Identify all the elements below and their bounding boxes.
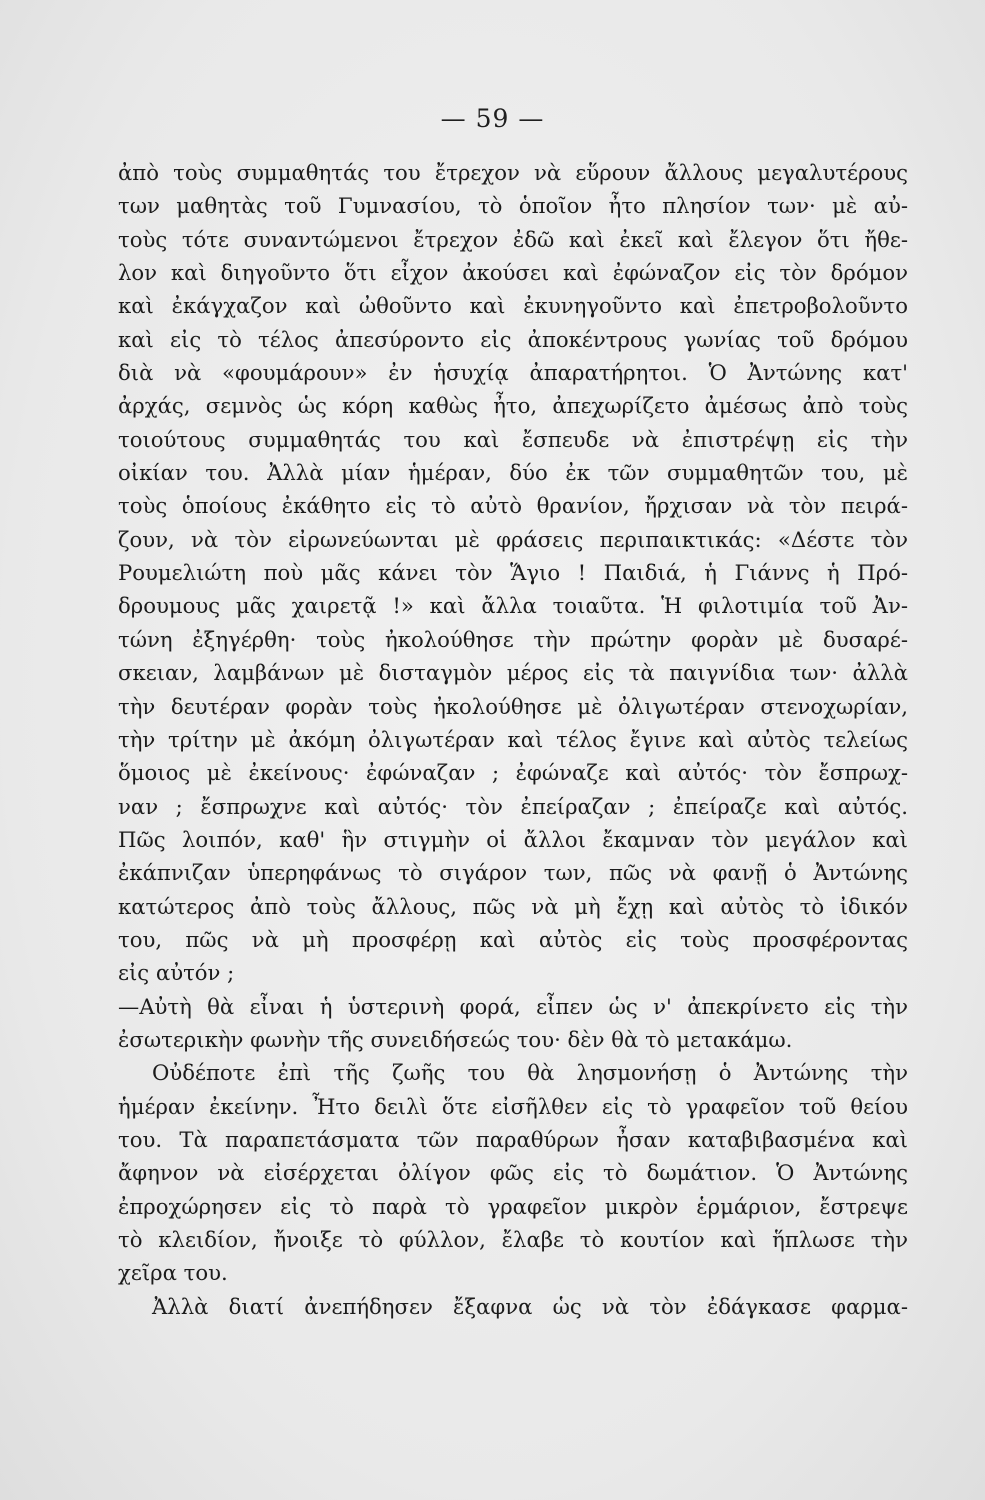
page-number: — 59 — <box>440 104 545 133</box>
text-line: κατώτερος ἀπὸ τοὺς ἄλλους, πῶς νὰ μὴ ἔχῃ καὶ αὐτὸς τὸ ἰδικόν <box>118 893 908 919</box>
text-line: ναν ; ἔσπρωχνε καὶ αὐτός· τὸν ἐπείραζαν ; ἐπείραζε καὶ αὐτός. <box>118 793 908 819</box>
text-line: τοὺς τότε συναντώμενοι ἔτρεχον ἐδῶ καὶ ἐκεῖ καὶ ἔλεγον ὅτι ἤθε- <box>118 226 908 252</box>
text-line: τώνη ἐξηγέρθη· τοὺς ἠκολούθησε τὴν πρώτην φορὰν μὲ δυσαρέ- <box>118 626 908 652</box>
text-line: —Αὐτὴ θὰ εἶναι ἡ ὑστερινὴ φορά, εἶπεν ὡς ν' ἀπεκρίνετο εἰς τὴν <box>118 993 908 1019</box>
text-line: τοὺς ὁποίους ἐκάθητο εἰς τὸ αὐτὸ θρανίον, ἤρχισαν νὰ τὸν πειρά- <box>118 493 908 519</box>
text-line: σκειαν, λαμβάνων μὲ δισταγμὸν μέρος εἰς τὰ παιγνίδια των· ἀλλὰ <box>118 660 908 686</box>
text-line: εἰς αὐτόν ; <box>118 960 235 986</box>
text-line: του. Τὰ παραπετάσματα τῶν παραθύρων ἦσαν καταβιβασμένα καὶ <box>118 1126 908 1152</box>
text-line: Οὐδέποτε ἐπὶ τῆς ζωῆς του θὰ λησμονήσῃ ὁ Ἀντώνης τὴν <box>152 1060 908 1086</box>
text-line: ἀπὸ τοὺς συμμαθητάς του ἔτρεχον νὰ εὕρουν ἄλλους μεγαλυτέρους <box>118 160 908 185</box>
text-line: οἰκίαν του. Ἀλλὰ μίαν ἡμέραν, δύο ἐκ τῶν συμμαθητῶν του, μὲ <box>118 460 908 486</box>
text-line: χεῖρα του. <box>118 1260 228 1286</box>
text-line: Ρουμελιώτη ποὺ μᾶς κάνει τὸν Ἅγιο ! Παιδιά, ἡ Γιάννς ἡ Πρό- <box>118 560 908 586</box>
text-line: καὶ εἰς τὸ τέλος ἀπεσύροντο εἰς ἀποκέντρους γωνίας τοῦ δρόμου <box>118 326 908 352</box>
text-line: τὴν τρίτην μὲ ἀκόμη ὀλιγωτέραν καὶ τέλος ἔγινε καὶ αὐτὸς τελείως <box>118 726 908 752</box>
text-line: λον καὶ διηγοῦντο ὅτι εἶχον ἀκούσει καὶ ἐφώναζον εἰς τὸν δρόμον <box>118 260 908 286</box>
text-line: δρουμους μᾶς χαιρετᾷ !» καὶ ἄλλα τοιαῦτα. Ἡ φιλοτιμία τοῦ Ἀν- <box>118 593 908 619</box>
text-line: ἄφηνον νὰ εἰσέρχεται ὀλίγον φῶς εἰς τὸ δωμάτιον. Ὁ Ἀντώνης <box>118 1160 908 1186</box>
text-line: τὴν δευτέραν φορὰν τοὺς ἠκολούθησε μὲ ὀλιγωτέραν στενοχωρίαν, <box>118 693 908 719</box>
text-line: ἡμέραν ἐκείνην. Ἦτο δειλὶ ὅτε εἰσῆλθεν εἰς τὸ γραφεῖον τοῦ θείου <box>118 1093 908 1119</box>
text-line: ὅμοιος μὲ ἐκείνους· ἐφώναζαν ; ἐφώναζε καὶ αὐτός· τὸν ἔσπρωχ- <box>118 760 908 786</box>
text-line: ἀρχάς, σεμνὸς ὡς κόρη καθὼς ἦτο, ἀπεχωρίζετο ἀμέσως ἀπὸ τοὺς <box>118 393 908 419</box>
text-line: των μαθητὰς τοῦ Γυμνασίου, τὸ ὁποῖον ἦτο πλησίον των· μὲ αὐ- <box>118 193 908 219</box>
text-line: καὶ ἐκάγχαζον καὶ ὠθοῦντο καὶ ἐκυνηγοῦντο καὶ ἐπετροβολοῦντο <box>118 293 908 319</box>
body-text <box>118 156 908 1323</box>
text-line: του, πῶς νὰ μὴ προσφέρῃ καὶ αὐτὸς εἰς τοὺς προσφέροντας <box>118 926 908 952</box>
text-line: ἐκάπνιζαν ὑπερηφάνως τὸ σιγάρον των, πῶς νὰ φανῇ ὁ Ἀντώνης <box>118 860 908 886</box>
text-line: Ἀλλὰ διατί ἀνεπήδησεν ἔξαφνα ὡς νὰ τὸν ἐδάγκασε φαρμα- <box>152 1293 908 1319</box>
text-line: τὸ κλειδίον, ἤνοιξε τὸ φύλλον, ἔλαβε τὸ κουτίον καὶ ἥπλωσε τὴν <box>118 1227 908 1252</box>
text-line: ἐσωτερικὴν φωνὴν τῆς συνειδήσεώς του· δὲν θὰ τὸ μετακάμω. <box>118 1026 793 1052</box>
text-line: Πῶς λοιπόν, καθ' ἣν στιγμὴν οἱ ἄλλοι ἔκαμναν τὸν μεγάλον καὶ <box>118 826 908 852</box>
text-line: διὰ νὰ «φουμάρουν» ἐν ἡσυχίᾳ ἀπαρατήρητοι. Ὁ Ἀντώνης κατ' <box>118 360 908 386</box>
text-line: ζουν, νὰ τὸν εἰρωνεύωνται μὲ φράσεις περιπαικτικάς: «Δέστε τὸν <box>118 526 908 552</box>
text-line: ἐπροχώρησεν εἰς τὸ παρὰ τὸ γραφεῖον μικρὸν ἑρμάριον, ἔστρεψε <box>118 1193 908 1219</box>
text-line: τοιούτους συμμαθητάς του καὶ ἔσπευδε νὰ ἐπιστρέψῃ εἰς τὴν <box>118 426 908 452</box>
